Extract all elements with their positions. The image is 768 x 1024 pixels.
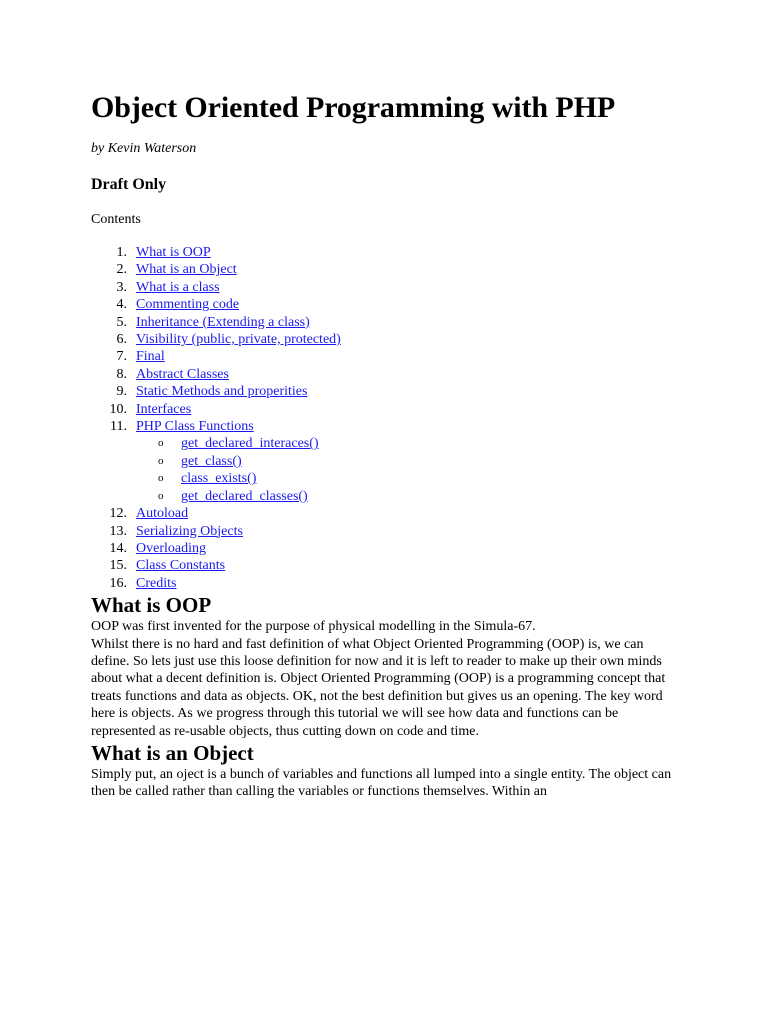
toc-item [91,366,678,383]
toc-link-what-is-an-object[interactable]: What is an Object [136,262,237,278]
toc-link-visibility[interactable]: Visibility (public, private, protected) [136,332,341,348]
circle-bullet-icon: o [158,489,164,502]
draft-notice: Draft Only [91,176,167,193]
toc-item [91,401,678,418]
toc-item [91,523,678,540]
toc-item-number: 15. [109,558,127,574]
toc-item-number: 7. [116,349,127,365]
toc-link-get-declared-classes[interactable]: get_declared_classes() [181,488,308,504]
toc-item [91,418,678,505]
toc-link-serializing-objects[interactable]: Serializing Objects [136,523,243,539]
toc-item-number: 3. [116,279,127,295]
toc-item-number: 8. [116,366,127,382]
toc-link-credits[interactable]: Credits [136,575,177,591]
toc-item [91,383,678,400]
section-heading-what-is-an-object: What is an Object [91,740,254,765]
toc-link-class-exists[interactable]: class_exists() [181,471,257,487]
section-heading-what-is-oop: What is OOP [91,593,212,618]
toc-link-what-is-oop[interactable]: What is OOP [136,245,211,260]
toc-item [91,296,678,313]
section-paragraph-what-is-an-object: Simply put, an oject is a bunch of variables and functions all lumped into a single entity. The object can then be called rather than calling the variables or functions themselves. Within an [91,766,672,800]
toc-link-get-class[interactable]: get_class() [181,453,242,469]
toc-item-number: 13. [109,523,127,539]
toc-item-number: 5. [116,314,127,330]
table-of-contents [91,244,678,592]
toc-item [91,331,678,348]
toc-item-number: 6. [116,332,127,348]
toc-item-number: 16. [109,575,127,591]
author-byline: by Kevin Waterson [91,141,197,156]
toc-item [91,244,678,261]
circle-bullet-icon: o [158,454,164,467]
toc-item [91,540,678,557]
toc-link-final[interactable]: Final [136,349,165,365]
circle-bullet-icon: o [158,437,164,450]
toc-subitem [136,470,678,487]
toc-item [91,261,678,278]
toc-link-static-methods[interactable]: Static Methods and properities [136,384,308,400]
section-paragraph-what-is-oop: OOP was first invented for the purpose of physical modelling in the Simula-67. Whilst there is no hard and fast definition of what Object Oriented Programming (OOP) is, we can define. So lets just use this loose definition for now and it is left to reader to make up their own minds about what a decent definition is. Object Oriented Programming (OOP) is a programming concept that treats functions and data as objects. OK, not the best definition but gives us an opening. The key word here is objects. As we progress through this tutorial we will see how data and functions can be represented as re-usable objects, thus cutting down on code and time. [91,619,666,739]
toc-item-number: 10. [109,401,127,417]
toc-item [91,575,678,592]
circle-bullet-icon: o [158,472,164,485]
toc-link-php-class-functions[interactable]: PHP Class Functions [136,419,254,435]
toc-subitem [136,435,678,452]
toc-item-number: 2. [116,262,127,278]
page-title: Object Oriented Programming with PHP [91,91,616,124]
toc-link-interfaces[interactable]: Interfaces [136,401,192,417]
toc-link-abstract-classes[interactable]: Abstract Classes [136,366,229,382]
toc-item-number: 1. [116,245,127,260]
toc-item-number: 14. [109,540,127,556]
toc-link-class-constants[interactable]: Class Constants [136,558,226,574]
toc-link-overloading[interactable]: Overloading [136,540,206,556]
toc-subitem [136,453,678,470]
toc-item [91,279,678,296]
toc-link-what-is-a-class[interactable]: What is a class [136,279,220,295]
toc-item [91,557,678,574]
toc-item-number: 4. [116,297,127,313]
toc-link-get-declared-interaces[interactable]: get_declared_interaces() [181,436,319,452]
toc-item-number: 9. [116,384,127,400]
toc-item-number: 11. [110,419,127,435]
toc-item [91,348,678,365]
toc-sublist [136,435,678,505]
toc-item [91,505,678,522]
toc-subitem [136,488,678,505]
contents-label: Contents [91,212,141,227]
toc-link-inheritance[interactable]: Inheritance (Extending a class) [136,314,310,330]
toc-link-commenting-code[interactable]: Commenting code [136,297,240,313]
toc-link-autoload[interactable]: Autoload [136,506,189,522]
toc-item-number: 12. [109,506,127,522]
toc-item [91,314,678,331]
